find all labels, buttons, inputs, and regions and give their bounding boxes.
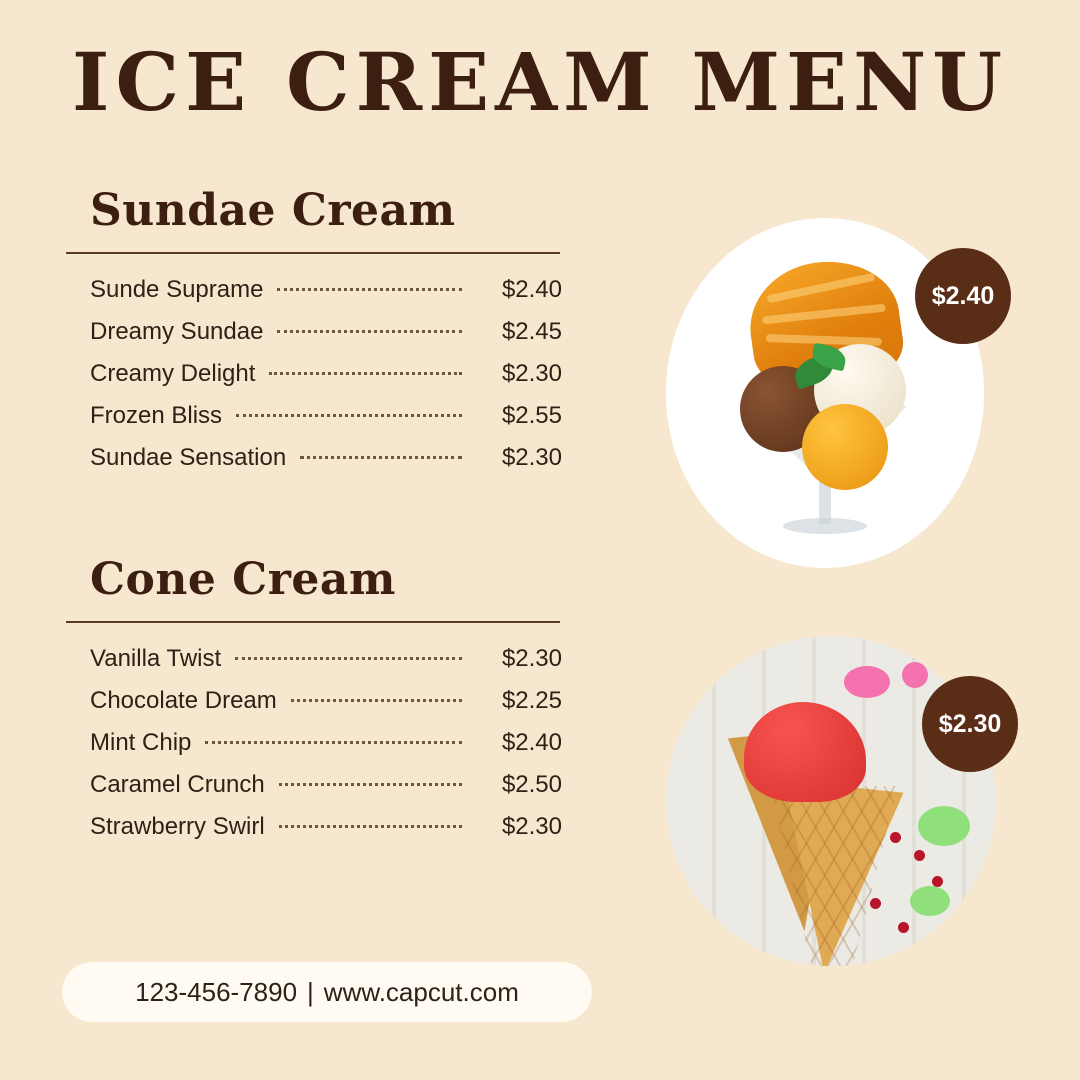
- price-badge-sundae: $2.40: [915, 248, 1011, 344]
- menu-item: [90, 813, 562, 841]
- menu-item: [90, 729, 562, 757]
- pomegranate-seed: [890, 832, 901, 843]
- menu-item: [90, 402, 562, 430]
- menu-columns: [66, 185, 566, 855]
- section-title: Cone Cream: [90, 554, 396, 605]
- green-syrup-blob: [910, 886, 950, 916]
- pink-syrup-blob: [902, 662, 928, 688]
- pomegranate-seed: [898, 922, 909, 933]
- menu-section-sundae-cream: [66, 185, 566, 472]
- menu-item: [90, 444, 562, 472]
- contact-footer: [62, 962, 592, 1022]
- menu-item-name: Chocolate Dream: [90, 687, 277, 714]
- menu-item-price: $2.40: [501, 729, 562, 756]
- menu-item-name: Sundae Sensation: [90, 444, 287, 471]
- leader-dots: [277, 288, 462, 291]
- leader-dots: [236, 414, 462, 417]
- price-badge-cone: $2.30: [922, 676, 1018, 772]
- menu-item-name: Mint Chip: [90, 729, 192, 756]
- menu-item-price: $2.30: [501, 360, 562, 387]
- menu-item-price: $2.30: [501, 444, 562, 471]
- leader-dots: [300, 456, 462, 459]
- leader-dots: [279, 783, 462, 786]
- section-divider: [66, 621, 560, 623]
- leader-dots: [277, 330, 462, 333]
- section-divider: [66, 252, 560, 254]
- pomegranate-seed: [932, 876, 943, 887]
- menu-item-price: $2.30: [501, 813, 562, 840]
- menu-item-name: Sunde Suprame: [90, 276, 264, 303]
- leader-dots: [291, 699, 462, 702]
- menu-item-price: $2.50: [501, 771, 562, 798]
- menu-item: [90, 687, 562, 715]
- leader-dots: [279, 825, 462, 828]
- green-syrup-blob: [918, 806, 970, 846]
- mango-scoop: [802, 404, 888, 490]
- pomegranate-seed: [914, 850, 925, 861]
- menu-item-name: Strawberry Swirl: [90, 813, 265, 840]
- menu-item: [90, 771, 562, 799]
- menu-item-price: $2.45: [501, 318, 562, 345]
- menu-item-price: $2.25: [501, 687, 562, 714]
- glass-foot: [783, 518, 867, 534]
- menu-item-price: $2.30: [501, 645, 562, 672]
- pink-syrup-blob: [844, 666, 890, 698]
- leader-dots: [205, 741, 462, 744]
- menu-item-name: Dreamy Sundae: [90, 318, 264, 345]
- menu-section-cone-cream: [66, 554, 566, 841]
- menu-item: [90, 645, 562, 673]
- leader-dots: [269, 372, 462, 375]
- menu-item-name: Vanilla Twist: [90, 645, 222, 672]
- menu-item-price: $2.40: [501, 276, 562, 303]
- section-title: Sundae Cream: [90, 185, 456, 236]
- menu-item-name: Frozen Bliss: [90, 402, 223, 429]
- phone-number: 123-456-7890: [135, 976, 298, 1007]
- menu-item-name: Creamy Delight: [90, 360, 256, 387]
- menu-item: [90, 318, 562, 346]
- footer-separator: |: [307, 976, 314, 1007]
- menu-item: [90, 360, 562, 388]
- menu-item-price: $2.55: [501, 402, 562, 429]
- menu-item: [90, 276, 562, 304]
- leader-dots: [235, 657, 462, 660]
- menu-item-name: Caramel Crunch: [90, 771, 265, 798]
- page-title: ICE CREAM MENU: [72, 35, 1008, 129]
- pomegranate-seed: [870, 898, 881, 909]
- website-url[interactable]: www.capcut.com: [323, 976, 519, 1007]
